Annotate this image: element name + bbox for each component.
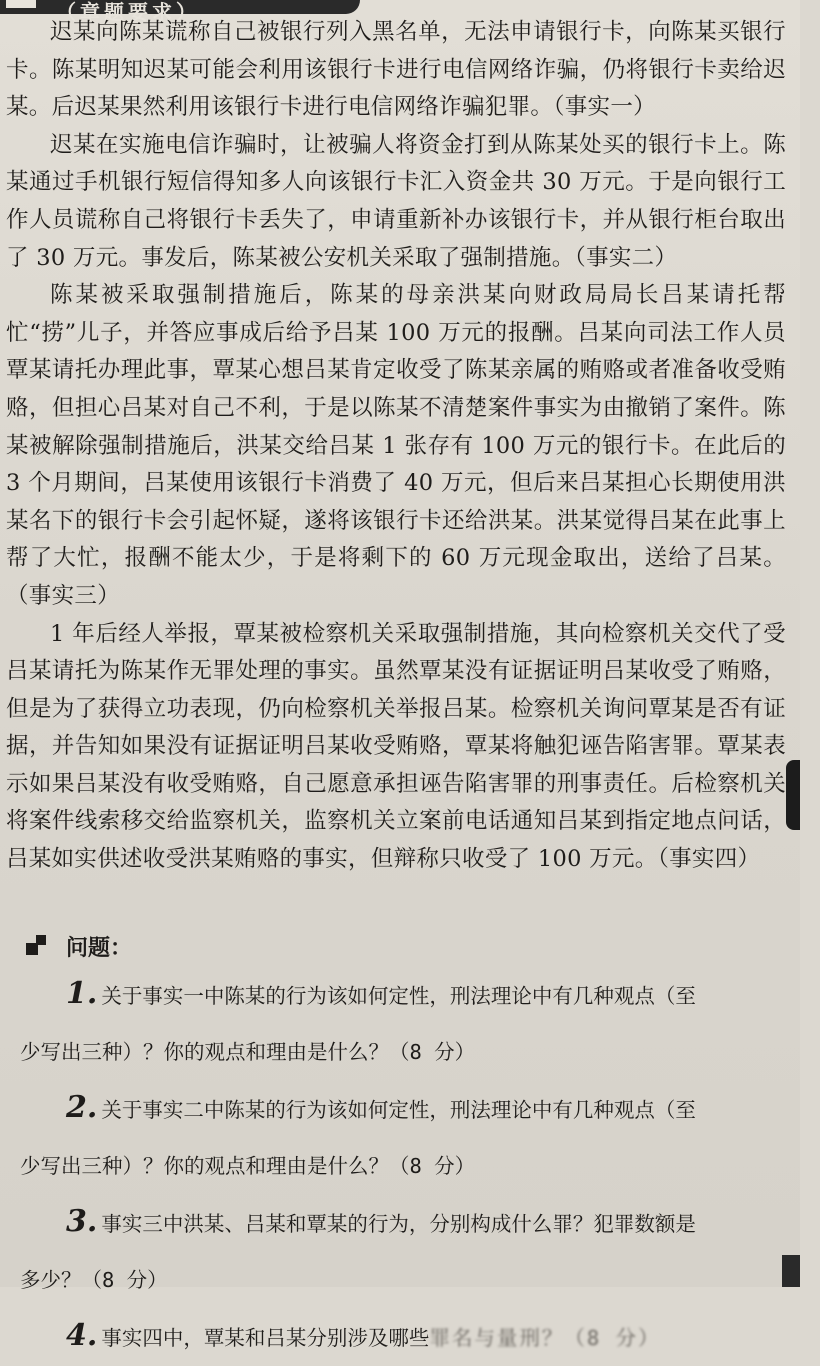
question-number: 4. — [66, 1318, 98, 1353]
text-line: 柜台取出了 30 万元。事发后，陈某被公安机关采取了强制措施。（事实二） — [6, 206, 786, 271]
text-line: 收受贿赂，但担心吕某对自己不利，于是以陈某不清楚案件事实为由撤销 — [6, 357, 786, 421]
text-line: 了案件。陈某被解除强制措施后，洪某交给吕某 1 张存有 100 万元的银行卡。 — [6, 394, 786, 459]
question-text: 事实四中，覃某和吕某分别涉及哪些 — [101, 1326, 430, 1350]
text-line: 迟某在实施电信诈骗时，让被骗人将资金打到从陈某处买的银行卡上。 — [50, 131, 764, 158]
question-item — [4, 1080, 804, 1194]
question-line — [4, 1252, 820, 1308]
question-number: 1. — [66, 976, 98, 1011]
text-line: 长期使用洪某名下的银行卡会引起怀疑，遂将该银行卡还给洪某。洪某觉 — [6, 470, 786, 534]
paragraph-fact-4 — [6, 616, 786, 879]
question-number: 3. — [66, 1204, 98, 1239]
questions-title: 问题： — [66, 934, 133, 961]
text-line: 了受吕某请托为陈某作无罪处理的事实。虽然覃某没有证据证明吕某收受 — [6, 620, 786, 685]
paragraph-fact-1 — [6, 14, 786, 127]
question-text: 多少？（8 分） — [20, 1268, 168, 1292]
question-text: 关于事实一中陈某的行为该如何定性，刑法理论中有几种观点（至 — [101, 984, 696, 1008]
question-text: 事实三中洪某、吕某和覃某的行为，分别构成什么罪？犯罪数额是 — [101, 1212, 696, 1236]
page-edge-shadow — [786, 760, 800, 830]
question-line — [4, 1080, 820, 1138]
question-line — [4, 1138, 820, 1194]
question-number: 2. — [66, 1090, 98, 1125]
question-text: 关于事实二中陈某的行为该如何定性，刑法理论中有几种观点（至 — [101, 1098, 696, 1122]
text-line: 卡卖给迟某。后迟某果然利用该银行卡进行电信网络诈骗犯罪。（事实一） — [6, 56, 786, 121]
text-line: 在此后的 3 个月期间，吕某使用该银行卡消费了 40 万元，但后来吕某担心 — [6, 432, 786, 497]
question-line — [4, 1194, 820, 1252]
text-line: 收受了 100 万元。（事实四） — [462, 846, 761, 873]
header-decoration — [6, 0, 36, 8]
question-text: 少写出三种）？你的观点和理由是什么？（8 分） — [20, 1040, 476, 1064]
page-corner-shadow — [782, 1255, 800, 1287]
chapter-header-title: （章题要求） — [56, 0, 200, 24]
text-line: 送给了吕某。（事实三） — [6, 545, 786, 609]
questions-section — [4, 926, 804, 1366]
question-line — [4, 966, 820, 1024]
text-line: 陈某通过手机银行短信得知多人向该银行卡汇入资金共 30 万元。于是向银 — [6, 131, 786, 196]
text-line: “捞”儿子，并答应事成后给予吕某 100 万元的报酬。吕某向司法工作人 — [29, 319, 764, 346]
text-line: 覃某是否有证据，并告知如果没有证据证明吕某收受贿赂，覃某将触犯诬 — [6, 695, 786, 760]
question-item — [4, 966, 804, 1080]
text-line: 银行卡。陈某明知迟某可能会利用该银行卡进行电信网络诈骗，仍将银行 — [6, 19, 786, 83]
text-line: 通知吕某到指定地点问话，吕某如实供述收受洪某贿赂的事实，但辩称只 — [6, 808, 786, 873]
text-line: 陈某被采取强制措施后，陈某的母亲洪某向财政局局长吕某请托帮忙 — [6, 282, 786, 346]
paragraph-fact-2 — [6, 127, 786, 277]
case-facts — [6, 14, 786, 879]
text-line: 员覃某请托办理此事，覃某心想吕某肯定收受了陈某亲属的贿赂或者准备 — [6, 319, 786, 384]
text-line: 1 年后经人举报，覃某被检察机关采取强制措施，其向检察机关交代 — [50, 620, 741, 647]
text-line: 刑事责任。后检察机关将案件线索移交给监察机关，监察机关立案前电话 — [6, 770, 786, 835]
text-line: 了贿赂，但是为了获得立功表现，仍向检察机关举报吕某。检察机关询问 — [6, 658, 786, 722]
paragraph-fact-3 — [6, 277, 786, 615]
text-line: 得吕某在此事上帮了大忙，报酬不能太少，于是将剩下的 60 万元现金取出， — [6, 507, 786, 572]
text-line: 迟某向陈某谎称自己被银行列入黑名单，无法申请银行卡，向陈某买 — [50, 19, 741, 45]
chapter-header-bar — [0, 0, 360, 24]
question-text: 少写出三种）？你的观点和理由是什么？（8 分） — [20, 1154, 476, 1178]
question-item — [4, 1308, 804, 1366]
text-line: 告陷害罪。覃某表示如果吕某没有收受贿赂，自己愿意承担诬告陷害罪的 — [6, 733, 786, 797]
question-item — [4, 1194, 804, 1308]
text-line: 行工作人员谎称自己将银行卡丢失了，申请重新补办该银行卡，并从银行 — [6, 169, 786, 233]
questions-heading — [26, 926, 804, 966]
question-line — [4, 1308, 820, 1366]
blurred-text: 罪名与量刑？（8 分） — [429, 1326, 661, 1350]
question-line — [4, 1024, 820, 1080]
square-bullet-icon — [26, 935, 48, 957]
